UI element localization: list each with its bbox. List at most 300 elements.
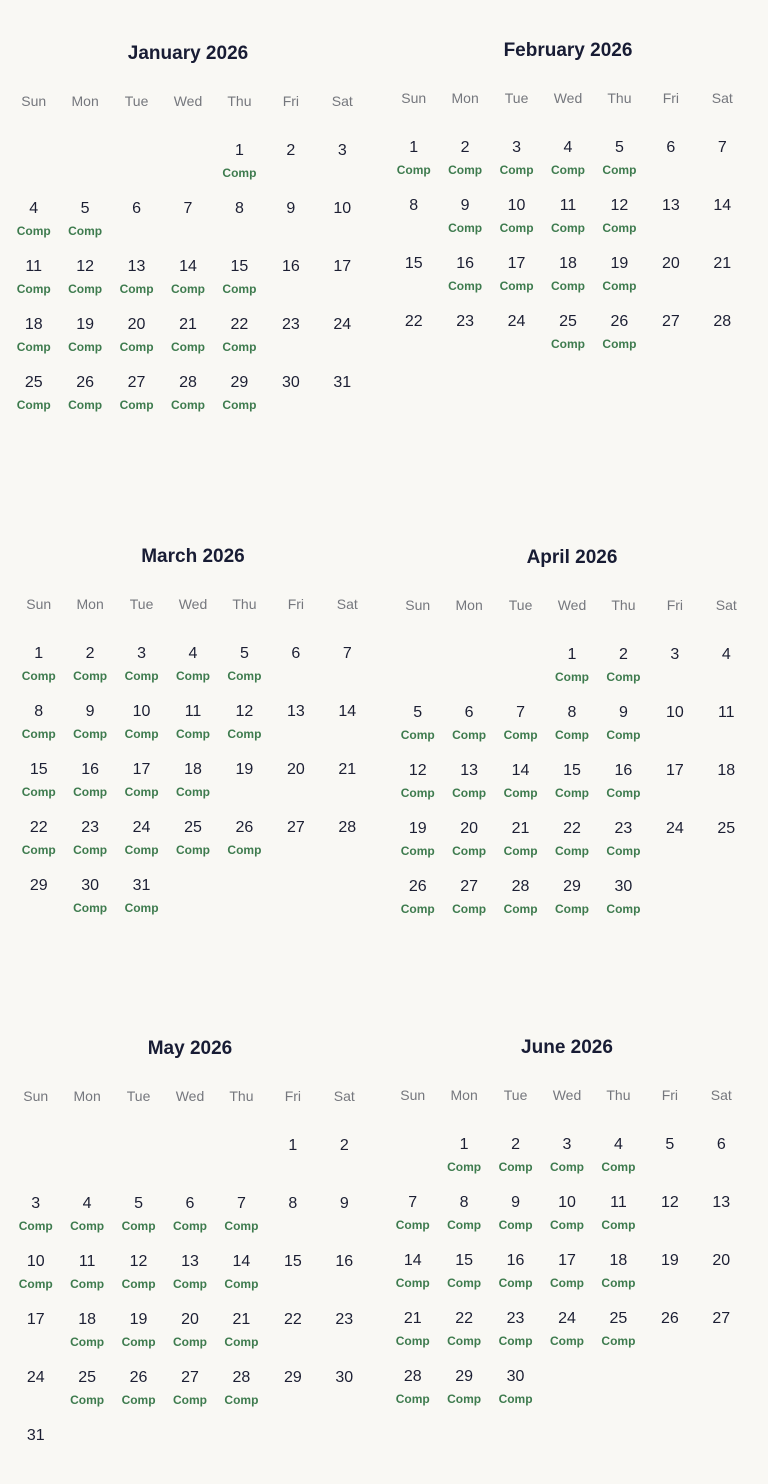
day-cell[interactable] — [542, 196, 593, 254]
weekday-label: Thu — [229, 1088, 254, 1104]
day-cell[interactable] — [443, 877, 494, 935]
day-cell[interactable] — [546, 703, 597, 761]
day-cell[interactable] — [113, 1368, 164, 1426]
day-number: 26 — [660, 1310, 679, 1327]
weekday-label: Tue — [504, 90, 529, 106]
day-number: 22 — [283, 1311, 302, 1328]
day-cell[interactable] — [164, 1310, 215, 1368]
day-cell[interactable] — [392, 819, 443, 877]
weekday-label: Thu — [227, 93, 252, 109]
day-cell[interactable] — [214, 199, 265, 257]
day-cell[interactable] — [111, 315, 162, 373]
month-title: March 2026 — [141, 546, 245, 567]
weekday-label: Tue — [129, 596, 154, 612]
day-cell[interactable] — [267, 1310, 318, 1368]
day-cell[interactable] — [322, 760, 373, 818]
day-number: 6 — [464, 704, 474, 721]
day-number: 12 — [660, 1194, 679, 1211]
day-cell[interactable] — [167, 760, 218, 818]
day-cell[interactable] — [270, 818, 321, 876]
day-number: 17 — [26, 1311, 45, 1328]
day-cell[interactable] — [649, 703, 700, 761]
day-cell[interactable] — [443, 703, 494, 761]
day-cell[interactable] — [319, 1194, 370, 1252]
day-cell[interactable] — [439, 312, 490, 370]
day-number: 28 — [338, 819, 357, 836]
day-cell[interactable] — [701, 645, 752, 703]
day-cell[interactable] — [167, 702, 218, 760]
day-number: 6 — [666, 139, 676, 156]
day-cell[interactable] — [116, 818, 167, 876]
day-number: 10 — [333, 200, 352, 217]
day-cell[interactable] — [439, 138, 490, 196]
day-cell[interactable] — [116, 644, 167, 702]
day-number: 28 — [713, 313, 732, 330]
day-cell[interactable] — [267, 1252, 318, 1310]
day-number: 19 — [129, 1311, 148, 1328]
day-cell[interactable] — [701, 703, 752, 761]
comp-label: Comp — [21, 843, 56, 857]
day-cell[interactable] — [113, 1310, 164, 1368]
day-cell[interactable] — [164, 1252, 215, 1310]
day-cell[interactable] — [13, 760, 64, 818]
day-cell[interactable] — [696, 1193, 747, 1251]
day-cell[interactable] — [490, 1135, 541, 1193]
day-cell[interactable] — [113, 1252, 164, 1310]
day-cell[interactable] — [490, 1193, 541, 1251]
comp-label: Comp — [601, 1334, 636, 1348]
day-cell[interactable] — [10, 1368, 61, 1426]
day-cell[interactable] — [267, 1194, 318, 1252]
comp-label: Comp — [227, 669, 262, 683]
day-number: 8 — [459, 1194, 469, 1211]
month-calendar-february — [388, 38, 748, 370]
day-cell[interactable] — [594, 312, 645, 370]
comp-label: Comp — [224, 1393, 259, 1407]
comp-label: Comp — [224, 1277, 259, 1291]
day-number: 10 — [26, 1253, 45, 1270]
day-cell[interactable] — [593, 1309, 644, 1367]
day-cell[interactable] — [162, 315, 213, 373]
comp-label: Comp — [452, 786, 487, 800]
day-number: 13 — [181, 1253, 199, 1270]
comp-label: Comp — [601, 1218, 636, 1232]
day-cell[interactable] — [111, 257, 162, 315]
day-number: 27 — [286, 819, 305, 836]
day-cell[interactable] — [439, 254, 490, 312]
day-cell[interactable] — [216, 1194, 267, 1252]
day-cell[interactable] — [319, 1310, 370, 1368]
day-cell[interactable] — [162, 199, 213, 257]
day-number: 30 — [506, 1368, 525, 1385]
comp-label: Comp — [21, 785, 56, 799]
day-cell[interactable] — [214, 373, 265, 431]
weekday-label: Sun — [400, 1087, 426, 1103]
day-cell[interactable] — [214, 141, 265, 199]
day-cell[interactable] — [164, 1368, 215, 1426]
comp-label: Comp — [601, 1160, 636, 1174]
day-cell[interactable] — [701, 761, 752, 819]
day-cell[interactable] — [8, 257, 59, 315]
day-cell[interactable] — [265, 141, 316, 199]
day-cell[interactable] — [162, 373, 213, 431]
day-number: 24 — [665, 820, 684, 837]
day-cell[interactable] — [59, 373, 110, 431]
comp-label: Comp — [400, 902, 435, 916]
day-cell[interactable] — [697, 196, 748, 254]
weekday-label: Mon — [451, 90, 479, 106]
day-cell[interactable] — [541, 1135, 592, 1193]
day-cell[interactable] — [219, 818, 270, 876]
day-number: 27 — [661, 313, 680, 330]
day-cell[interactable] — [319, 1136, 370, 1194]
day-cell[interactable] — [495, 703, 546, 761]
day-cell[interactable] — [113, 1194, 164, 1252]
day-cell[interactable] — [443, 819, 494, 877]
day-cell[interactable] — [593, 1135, 644, 1193]
day-number: 24 — [333, 316, 352, 333]
comp-label: Comp — [16, 398, 51, 412]
day-number: 9 — [511, 1194, 521, 1211]
comp-label: Comp — [172, 1219, 207, 1233]
day-number: 13 — [286, 703, 305, 720]
day-cell[interactable] — [13, 818, 64, 876]
day-cell[interactable] — [546, 645, 597, 703]
day-cell[interactable] — [491, 254, 542, 312]
day-cell[interactable] — [8, 315, 59, 373]
comp-label: Comp — [73, 901, 108, 915]
day-cell[interactable] — [439, 196, 490, 254]
day-number: 10 — [507, 197, 526, 214]
day-cell[interactable] — [164, 1194, 215, 1252]
day-cell[interactable] — [64, 818, 115, 876]
days-grid — [388, 138, 748, 370]
comp-label: Comp — [222, 398, 257, 412]
day-number: 8 — [567, 704, 577, 721]
day-cell[interactable] — [697, 138, 748, 196]
day-number: 22 — [563, 820, 581, 837]
day-cell[interactable] — [541, 1251, 592, 1309]
comp-label: Comp — [452, 844, 487, 858]
day-cell[interactable] — [61, 1194, 112, 1252]
comp-label: Comp — [549, 1160, 584, 1174]
day-number: 27 — [127, 374, 146, 391]
day-cell[interactable] — [649, 645, 700, 703]
day-number: 9 — [339, 1195, 349, 1212]
day-cell[interactable] — [116, 702, 167, 760]
comp-label: Comp — [175, 785, 210, 799]
day-cell[interactable] — [546, 819, 597, 877]
comp-label: Comp — [121, 1219, 156, 1233]
day-cell[interactable] — [59, 199, 110, 257]
day-cell[interactable] — [696, 1251, 747, 1309]
day-cell[interactable] — [319, 1368, 370, 1426]
comp-label: Comp — [447, 1160, 482, 1174]
day-cell[interactable] — [541, 1309, 592, 1367]
day-number: 17 — [558, 1252, 576, 1269]
day-number: 6 — [291, 645, 301, 662]
day-number: 22 — [455, 1310, 474, 1327]
day-cell[interactable] — [495, 761, 546, 819]
day-cell[interactable] — [490, 1251, 541, 1309]
day-cell[interactable] — [495, 877, 546, 935]
day-cell[interactable] — [13, 876, 64, 934]
comp-label: Comp — [175, 843, 210, 857]
weekday-label: Wed — [552, 1087, 582, 1103]
month-calendar-january — [8, 41, 368, 431]
day-cell[interactable] — [392, 761, 443, 819]
day-cell[interactable] — [438, 1367, 489, 1425]
day-number: 12 — [129, 1253, 148, 1270]
day-cell[interactable] — [116, 876, 167, 934]
day-cell[interactable] — [319, 1252, 370, 1310]
day-cell[interactable] — [387, 1193, 438, 1251]
day-cell[interactable] — [593, 1251, 644, 1309]
day-number: 27 — [460, 878, 479, 895]
day-number: 30 — [81, 877, 100, 894]
day-cell[interactable] — [392, 703, 443, 761]
day-cell[interactable] — [317, 199, 368, 257]
day-cell[interactable] — [645, 196, 696, 254]
comp-label: Comp — [70, 1277, 105, 1291]
day-number: 8 — [409, 197, 419, 214]
day-number: 21 — [179, 316, 197, 333]
day-cell[interactable] — [322, 644, 373, 702]
day-cell[interactable] — [270, 644, 321, 702]
day-cell[interactable] — [598, 645, 649, 703]
day-cell[interactable] — [267, 1368, 318, 1426]
comp-label: Comp — [172, 1335, 207, 1349]
day-number: 1 — [34, 645, 44, 662]
day-cell[interactable] — [219, 760, 270, 818]
day-number: 9 — [460, 197, 470, 214]
day-cell[interactable] — [270, 702, 321, 760]
day-cell[interactable] — [696, 1309, 747, 1367]
day-cell[interactable] — [541, 1193, 592, 1251]
day-cell[interactable] — [490, 1367, 541, 1425]
day-number: 7 — [342, 645, 352, 662]
weekday-label: Thu — [232, 596, 257, 612]
day-cell[interactable] — [270, 760, 321, 818]
day-cell[interactable] — [542, 138, 593, 196]
day-number: 7 — [236, 1195, 246, 1212]
day-cell[interactable] — [438, 1135, 489, 1193]
day-number: 28 — [511, 878, 530, 895]
day-cell[interactable] — [438, 1251, 489, 1309]
day-cell[interactable] — [697, 254, 748, 312]
day-cell[interactable] — [392, 877, 443, 935]
day-cell[interactable] — [61, 1252, 112, 1310]
weekday-label: Sun — [405, 597, 431, 613]
day-number: 15 — [283, 1253, 302, 1270]
day-cell[interactable] — [387, 1309, 438, 1367]
day-cell[interactable] — [388, 138, 439, 196]
day-cell[interactable] — [696, 1135, 747, 1193]
day-cell[interactable] — [59, 315, 110, 373]
day-cell[interactable] — [216, 1368, 267, 1426]
day-cell[interactable] — [13, 702, 64, 760]
day-cell[interactable] — [317, 315, 368, 373]
day-cell[interactable] — [219, 702, 270, 760]
comp-label: Comp — [73, 843, 108, 857]
day-cell[interactable] — [388, 196, 439, 254]
day-cell[interactable] — [59, 257, 110, 315]
day-cell[interactable] — [322, 818, 373, 876]
comp-label: Comp — [119, 282, 154, 296]
weekday-label: Wed — [557, 597, 587, 613]
comp-label: Comp — [550, 221, 585, 235]
comp-label: Comp — [175, 727, 210, 741]
day-cell[interactable] — [111, 373, 162, 431]
comp-label: Comp — [121, 1393, 156, 1407]
day-cell[interactable] — [490, 1309, 541, 1367]
day-number: 29 — [230, 374, 249, 391]
day-number: 5 — [80, 200, 90, 217]
day-cell[interactable] — [265, 257, 316, 315]
day-number: 22 — [29, 819, 48, 836]
day-cell[interactable] — [317, 141, 368, 199]
comp-label: Comp — [606, 902, 641, 916]
day-cell[interactable] — [10, 1194, 61, 1252]
day-number: 13 — [127, 258, 146, 275]
comp-label: Comp — [395, 1334, 430, 1348]
day-cell[interactable] — [387, 1367, 438, 1425]
comp-label: Comp — [395, 1392, 430, 1406]
weekday-label: Wed — [173, 93, 203, 109]
day-cell[interactable] — [593, 1193, 644, 1251]
day-cell[interactable] — [594, 196, 645, 254]
day-cell[interactable] — [388, 254, 439, 312]
day-cell[interactable] — [491, 196, 542, 254]
day-cell[interactable] — [644, 1251, 695, 1309]
day-cell[interactable] — [64, 760, 115, 818]
day-cell[interactable] — [542, 254, 593, 312]
day-cell[interactable] — [594, 138, 645, 196]
day-cell[interactable] — [649, 819, 700, 877]
day-cell[interactable] — [116, 760, 167, 818]
day-cell[interactable] — [10, 1310, 61, 1368]
comp-label: Comp — [68, 398, 103, 412]
comp-label: Comp — [400, 786, 435, 800]
day-number: 3 — [512, 139, 522, 156]
day-cell[interactable] — [61, 1310, 112, 1368]
comp-label: Comp — [124, 901, 159, 915]
day-number: 10 — [665, 704, 684, 721]
day-number: 2 — [460, 139, 470, 156]
day-cell[interactable] — [387, 1251, 438, 1309]
day-cell[interactable] — [701, 819, 752, 877]
day-number: 16 — [281, 258, 300, 275]
day-cell[interactable] — [13, 644, 64, 702]
day-number: 19 — [76, 316, 95, 333]
comp-label: Comp — [606, 670, 641, 684]
day-cell[interactable] — [216, 1252, 267, 1310]
day-cell[interactable] — [443, 761, 494, 819]
day-cell[interactable] — [162, 257, 213, 315]
day-cell[interactable] — [8, 199, 59, 257]
day-cell[interactable] — [317, 373, 368, 431]
day-cell[interactable] — [546, 877, 597, 935]
day-number: 5 — [413, 704, 423, 721]
weekday-label: Thu — [611, 597, 636, 613]
comp-label: Comp — [550, 337, 585, 351]
day-cell[interactable] — [645, 312, 696, 370]
day-cell[interactable] — [598, 761, 649, 819]
day-cell[interactable] — [644, 1309, 695, 1367]
day-cell[interactable] — [495, 819, 546, 877]
day-cell[interactable] — [64, 702, 115, 760]
day-cell[interactable] — [317, 257, 368, 315]
day-cell[interactable] — [594, 254, 645, 312]
day-cell[interactable] — [388, 312, 439, 370]
weekday-label: Wed — [178, 596, 208, 612]
day-cell[interactable] — [322, 702, 373, 760]
day-cell[interactable] — [491, 138, 542, 196]
day-cell[interactable] — [697, 312, 748, 370]
day-number: 24 — [132, 819, 151, 836]
day-cell[interactable] — [64, 644, 115, 702]
comp-label: Comp — [452, 902, 487, 916]
day-cell[interactable] — [265, 315, 316, 373]
weekday-label: Sat — [333, 1088, 355, 1104]
day-cell[interactable] — [644, 1135, 695, 1193]
weekday-label: Thu — [607, 90, 632, 106]
day-cell[interactable] — [8, 373, 59, 431]
days-grid — [13, 644, 373, 934]
day-cell[interactable] — [10, 1252, 61, 1310]
day-cell[interactable] — [214, 257, 265, 315]
day-number: 26 — [610, 313, 629, 330]
day-cell[interactable] — [265, 373, 316, 431]
day-cell[interactable] — [598, 819, 649, 877]
day-cell[interactable] — [219, 644, 270, 702]
day-cell[interactable] — [64, 876, 115, 934]
day-cell[interactable] — [214, 315, 265, 373]
day-number: 7 — [717, 139, 727, 156]
day-cell[interactable] — [438, 1309, 489, 1367]
day-cell[interactable] — [644, 1193, 695, 1251]
day-cell[interactable] — [542, 312, 593, 370]
day-cell[interactable] — [438, 1193, 489, 1251]
comp-label: Comp — [498, 1160, 533, 1174]
day-cell[interactable] — [267, 1136, 318, 1194]
day-cell[interactable] — [649, 761, 700, 819]
day-cell[interactable] — [598, 877, 649, 935]
day-cell[interactable] — [491, 312, 542, 370]
day-cell[interactable] — [111, 199, 162, 257]
day-number: 14 — [713, 197, 732, 214]
day-number: 26 — [408, 878, 427, 895]
day-cell[interactable] — [546, 761, 597, 819]
day-number: 25 — [609, 1310, 628, 1327]
day-cell[interactable] — [265, 199, 316, 257]
day-number: 16 — [456, 255, 475, 272]
day-cell[interactable] — [645, 254, 696, 312]
day-number: 28 — [232, 1369, 251, 1386]
day-cell[interactable] — [167, 818, 218, 876]
day-number: 3 — [31, 1195, 41, 1212]
day-number: 28 — [179, 374, 197, 391]
day-cell[interactable] — [10, 1426, 61, 1484]
day-cell[interactable] — [61, 1368, 112, 1426]
day-number: 12 — [76, 258, 95, 275]
comp-label: Comp — [73, 727, 108, 741]
comp-label: Comp — [503, 786, 538, 800]
day-cell[interactable] — [598, 703, 649, 761]
day-cell[interactable] — [167, 644, 218, 702]
day-cell[interactable] — [216, 1310, 267, 1368]
day-cell[interactable] — [645, 138, 696, 196]
